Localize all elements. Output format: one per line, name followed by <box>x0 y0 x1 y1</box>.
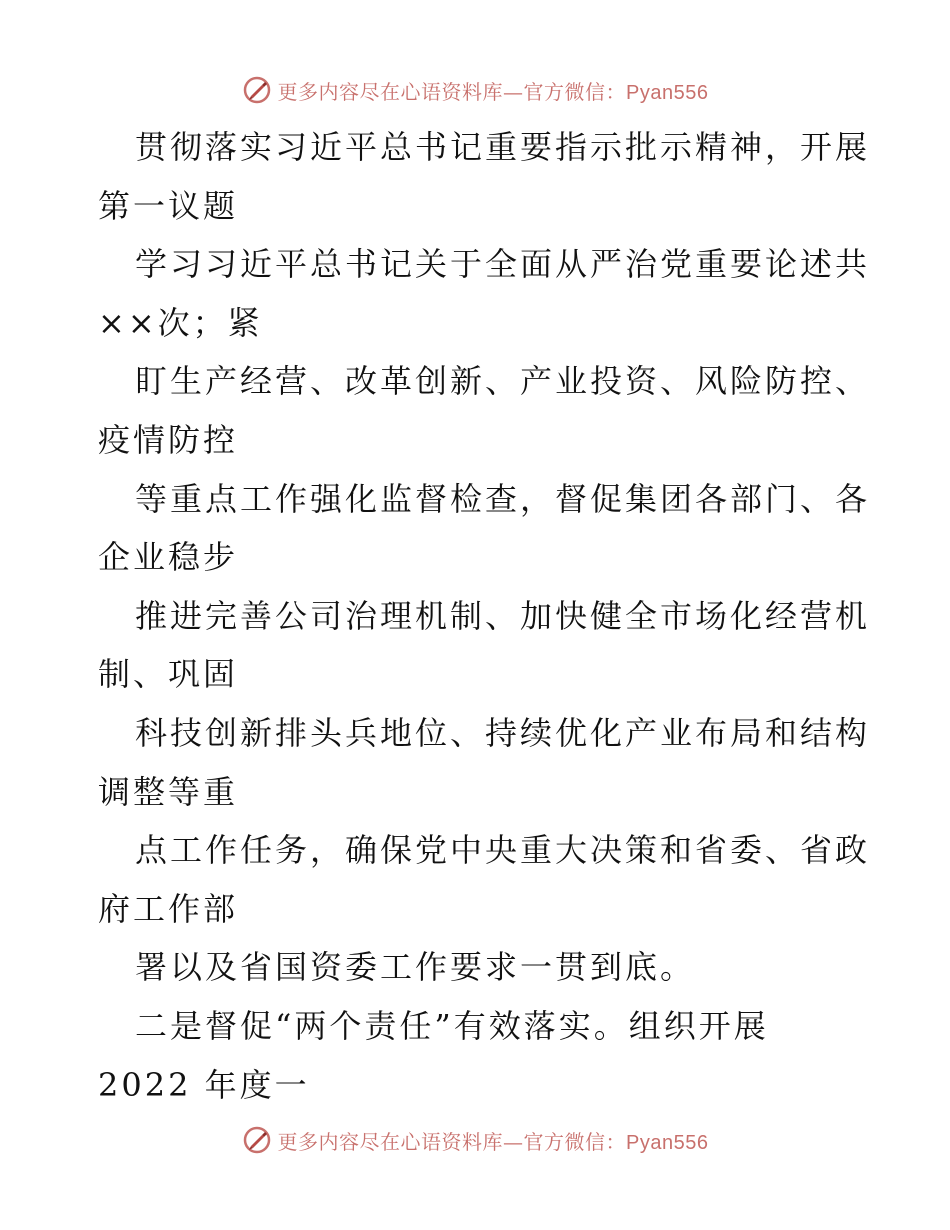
text-line: 推进完善公司治理机制、加快健全市场化经营机 <box>135 596 871 635</box>
text-line: 2022 年度一 <box>98 1065 310 1104</box>
watermark-brand: Pyan556 <box>626 81 709 104</box>
text-line: 第一议题 <box>98 186 239 225</box>
text-line: 二是督促“两个责任”有效落实。组织开展 <box>135 1006 769 1045</box>
watermark-brand: Pyan556 <box>626 1131 709 1154</box>
watermark-main-text: 更多内容尽在心语资料库—官方微信： <box>277 1129 627 1154</box>
footer-watermark <box>0 1120 950 1160</box>
text-line: 署以及省国资委工作要求一贯到底。 <box>135 948 696 987</box>
pen-logo-icon <box>242 75 272 105</box>
pen-logo-icon <box>242 1125 272 1155</box>
text-line: 点工作任务，确保党中央重大决策和省委、省政 <box>135 831 871 870</box>
text-line: 疫情防控 <box>98 420 239 459</box>
text-line: 制、巩固 <box>98 655 239 694</box>
text-line: 企业稳步 <box>98 538 239 577</box>
text-line: 调整等重 <box>98 772 239 811</box>
watermark-main-text: 更多内容尽在心语资料库—官方微信： <box>277 79 627 104</box>
text-line: ××次；紧 <box>98 303 263 342</box>
watermark-text <box>278 76 709 105</box>
text-line: 科技创新排头兵地位、持续优化产业布局和结构 <box>135 713 871 752</box>
document-body <box>98 118 871 1114</box>
header-watermark <box>0 70 950 110</box>
text-line: 等重点工作强化监督检查，督促集团各部门、各 <box>135 479 871 518</box>
text-line: 府工作部 <box>98 889 239 928</box>
text-line: 学习习近平总书记关于全面从严治党重要论述共 <box>135 245 871 284</box>
text-line: 贯彻落实习近平总书记重要指示批示精神，开展 <box>135 128 871 166</box>
watermark-text <box>278 1126 709 1155</box>
text-line: 盯生产经营、改革创新、产业投资、风险防控、 <box>135 362 871 401</box>
